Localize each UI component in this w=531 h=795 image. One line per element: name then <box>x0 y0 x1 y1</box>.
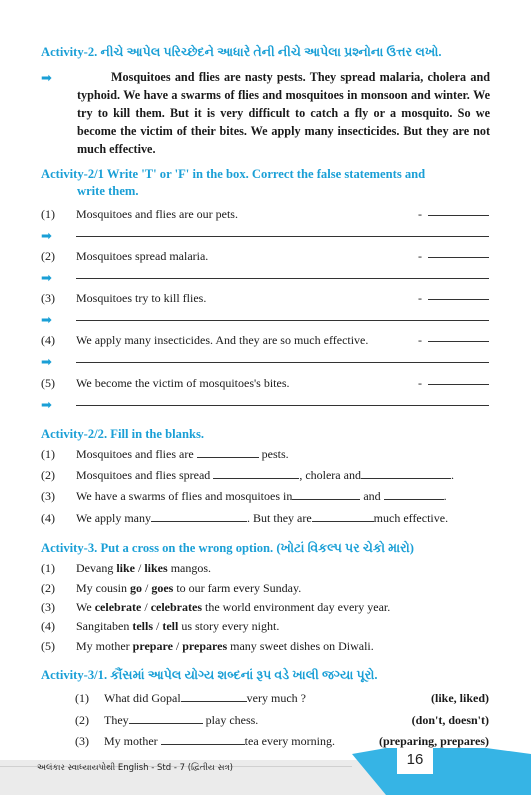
activity-2-2-title: Activity-2/2. Fill in the blanks. <box>41 427 205 441</box>
sentence-part: They <box>104 713 129 727</box>
blank-field[interactable] <box>292 489 360 500</box>
fill-item-number: (3) <box>75 734 89 748</box>
option-sentence <box>76 580 301 596</box>
sentence-part: Mosquitoes and flies are <box>76 447 194 461</box>
option-separator: / <box>141 600 151 614</box>
option-choice[interactable]: go <box>130 581 142 595</box>
sentence-part: We apply many <box>76 511 152 525</box>
option-sentence <box>76 618 279 634</box>
tf-dash: - <box>418 376 422 390</box>
tf-item-number: (3) <box>41 291 55 305</box>
tf-dash: - <box>418 291 422 305</box>
blank-field[interactable] <box>312 511 374 522</box>
fill-blank-sentence <box>76 510 448 526</box>
right-arrow-icon: ➡ <box>41 229 52 244</box>
activity-3-1-title: Activity-3/1. કૌંસમાં આપેલ યોગ્ય શબ્દનાં રૂપ વડે ખાલી જગ્યા પૂરો. <box>41 668 378 682</box>
fill-blank-sentence <box>76 446 289 462</box>
tf-item-number: (1) <box>41 207 55 221</box>
blank-field[interactable] <box>197 447 259 458</box>
option-choice[interactable]: tell <box>162 619 179 633</box>
sentence-part: My mother <box>76 639 133 653</box>
sentence-part: very much ? <box>246 691 306 705</box>
activity-2-1-title <box>41 166 491 200</box>
right-arrow-icon: ➡ <box>41 355 52 370</box>
tf-dash: - <box>418 333 422 347</box>
correction-line[interactable] <box>76 362 489 363</box>
tf-answer-line[interactable] <box>428 299 489 300</box>
blank-item-number: (3) <box>41 489 55 503</box>
passage <box>77 68 490 158</box>
tf-item-number: (5) <box>41 376 55 390</box>
tf-statement: Mosquitoes spread malaria. <box>76 249 209 263</box>
option-separator: / <box>153 619 163 633</box>
sentence-part: Sangitaben <box>76 619 133 633</box>
blank-field[interactable] <box>181 691 247 702</box>
sentence-part: the world environment day every year. <box>202 600 391 614</box>
option-item-number: (4) <box>41 619 55 633</box>
sentence-part: . <box>450 468 454 482</box>
option-choice[interactable]: goes <box>151 581 174 595</box>
blank-item-number: (2) <box>41 468 55 482</box>
page-tab-icon <box>352 748 531 795</box>
right-arrow-icon: ➡ <box>41 398 52 413</box>
sentence-part: What did Gopal <box>104 691 181 705</box>
tf-item-number: (2) <box>41 249 55 263</box>
blank-item-number: (1) <box>41 447 55 461</box>
tf-dash: - <box>418 249 422 263</box>
sentence-part: . But they are <box>247 511 312 525</box>
option-choice[interactable]: prepare <box>132 639 173 653</box>
option-choice[interactable]: tells <box>132 619 153 633</box>
option-item-number: (3) <box>41 600 55 614</box>
sentence-part: many sweet dishes on Diwali. <box>227 639 374 653</box>
blank-field[interactable] <box>213 468 299 479</box>
blank-field[interactable] <box>151 511 247 522</box>
sentence-part: play chess. <box>205 713 259 727</box>
option-item-number: (5) <box>41 639 55 653</box>
option-choice[interactable]: celebrates <box>150 600 202 614</box>
blank-field[interactable] <box>361 468 451 479</box>
fill-sentence <box>104 690 306 706</box>
fill-sentence <box>104 712 258 728</box>
sentence-part: Mosquitoes and flies spread <box>76 468 211 482</box>
sentence-part: My mother <box>104 734 158 748</box>
sentence-part: pests. <box>261 447 289 461</box>
sentence-part: and <box>363 489 381 503</box>
activity-3-title: Activity-3. Put a cross on the wrong option. (ખોટાં વિકલ્પ પર ચેકો મારો) <box>41 541 414 555</box>
fill-blank-sentence <box>76 467 454 483</box>
fill-blank-sentence <box>76 488 447 504</box>
fill-item-number: (2) <box>75 713 89 727</box>
correction-line[interactable] <box>76 320 489 321</box>
option-choice[interactable]: likes <box>144 561 168 575</box>
activity-2-1-title-line1: Activity-2/1 Write 'T' or 'F' in the box. Correct the false statements and <box>41 167 426 181</box>
sentence-part: We have a swarms of flies and mosquitoes in <box>76 489 293 503</box>
option-sentence <box>76 599 390 615</box>
blank-field[interactable] <box>161 734 245 745</box>
word-options: (don't, doesn't) <box>411 713 489 727</box>
option-choice[interactable]: prepares <box>182 639 228 653</box>
sentence-part: . <box>443 489 447 503</box>
right-arrow-icon: ➡ <box>41 313 52 328</box>
tf-item-number: (4) <box>41 333 55 347</box>
sentence-part: Devang <box>76 561 117 575</box>
tf-answer-line[interactable] <box>428 257 489 258</box>
activity-2-title: Activity-2. નીચે આપેલ પરિચ્છેદને આધારે તેની નીચે આપેલા પ્રશ્નોના ઉત્તર લખો. <box>41 45 442 59</box>
passage-text: Mosquitoes and flies are nasty pests. They spread malaria, cholera and typhoid. We have a swarms of flies and mosquitoes in monsoon and winter. We try to kill them. But it is very difficult to catch a fly or a mosquito. So we become the victim of their bites. We apply many insecticides. But they are not much effective. <box>77 70 490 156</box>
sentence-part: much effective. <box>373 511 449 525</box>
blank-field[interactable] <box>384 489 444 500</box>
sentence-part: , cholera and <box>299 468 361 482</box>
word-options: (like, liked) <box>430 691 489 705</box>
tf-dash: - <box>418 207 422 221</box>
sentence-part: to our farm every Sunday. <box>173 581 302 595</box>
word-options: (preparing, prepares) <box>379 734 489 748</box>
blank-field[interactable] <box>129 713 203 724</box>
fill-sentence <box>104 733 335 749</box>
tf-answer-line[interactable] <box>428 384 489 385</box>
sentence-part: We <box>76 600 95 614</box>
correction-line[interactable] <box>76 236 489 237</box>
option-sentence <box>76 638 374 654</box>
right-arrow-icon: ➡ <box>41 71 52 86</box>
correction-line[interactable] <box>76 278 489 279</box>
tf-answer-line[interactable] <box>428 215 489 216</box>
sentence-part: tea every morning. <box>244 734 335 748</box>
option-item-number: (2) <box>41 581 55 595</box>
option-separator: / <box>135 561 145 575</box>
sentence-part: mangos. <box>167 561 212 575</box>
footer-book-title: અલંકાર સ્વાધ્યાયપોથી English - Std - 7 (દ્વિતીય સત્ર) <box>37 763 233 773</box>
blank-item-number: (4) <box>41 511 55 525</box>
option-item-number: (1) <box>41 561 55 575</box>
option-choice[interactable]: like <box>116 561 135 575</box>
tf-statement: We apply many insecticides. And they are so much effective. <box>76 333 369 347</box>
right-arrow-icon: ➡ <box>41 271 52 286</box>
tf-answer-line[interactable] <box>428 341 489 342</box>
sentence-part: My cousin <box>76 581 130 595</box>
option-separator: / <box>172 639 183 653</box>
tf-statement: Mosquitoes and flies are our pets. <box>76 207 238 221</box>
option-sentence <box>76 560 211 576</box>
option-choice[interactable]: celebrate <box>94 600 142 614</box>
fill-item-number: (1) <box>75 691 89 705</box>
tf-statement: We become the victim of mosquitoes's bites. <box>76 376 290 390</box>
sentence-part: us story every night. <box>178 619 280 633</box>
option-separator: / <box>142 581 152 595</box>
tf-statement: Mosquitoes try to kill flies. <box>76 291 207 305</box>
activity-2-1-title-line2: write them. <box>77 184 139 198</box>
correction-line[interactable] <box>76 405 489 406</box>
page-number: 16 <box>406 751 424 768</box>
